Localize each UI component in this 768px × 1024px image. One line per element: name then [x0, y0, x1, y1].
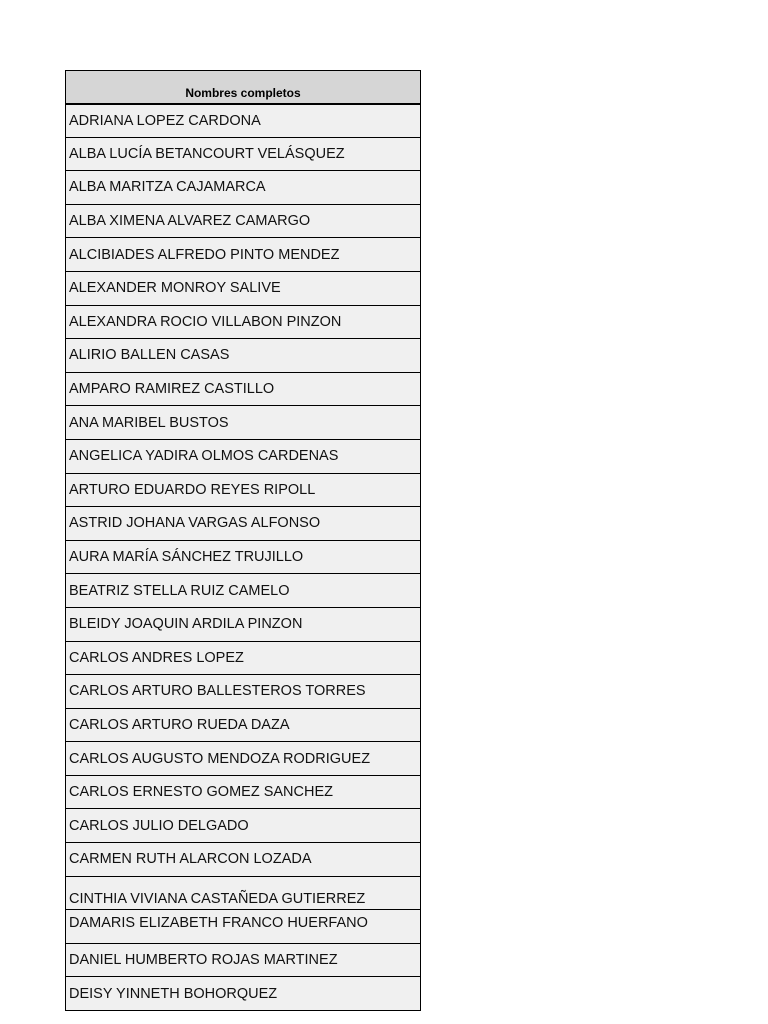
table-row [66, 775, 421, 809]
name-cell[interactable]: BEATRIZ STELLA RUIZ CAMELO [66, 574, 421, 608]
name-cell[interactable]: ALIRIO BALLEN CASAS [66, 339, 421, 373]
table-row [66, 271, 421, 305]
table-row [66, 943, 421, 977]
name-cell[interactable]: CARLOS ARTURO BALLESTEROS TORRES [66, 675, 421, 709]
column-header-nombres-completos[interactable]: Nombres completos [66, 71, 421, 104]
name-cell[interactable]: ADRIANA LOPEZ CARDONA [66, 104, 421, 138]
name-cell[interactable]: CARLOS ERNESTO GOMEZ SANCHEZ [66, 775, 421, 809]
table-row [66, 876, 421, 910]
table-row [66, 708, 421, 742]
name-cell[interactable]: DEISY YINNETH BOHORQUEZ [66, 977, 421, 1011]
table-row [66, 372, 421, 406]
table-row [66, 305, 421, 339]
name-cell[interactable]: CARMEN RUTH ALARCON LOZADA [66, 843, 421, 877]
name-cell[interactable]: AURA MARÍA SÁNCHEZ TRUJILLO [66, 540, 421, 574]
name-cell[interactable]: ALCIBIADES ALFREDO PINTO MENDEZ [66, 238, 421, 272]
name-cell[interactable]: AMPARO RAMIREZ CASTILLO [66, 372, 421, 406]
table-row [66, 977, 421, 1011]
table-row [66, 809, 421, 843]
name-cell[interactable]: ANA MARIBEL BUSTOS [66, 406, 421, 440]
name-cell[interactable]: DAMARIS ELIZABETH FRANCO HUERFANO [66, 910, 421, 944]
name-cell[interactable]: ALBA LUCÍA BETANCOURT VELÁSQUEZ [66, 137, 421, 171]
name-cell[interactable]: ALEXANDER MONROY SALIVE [66, 271, 421, 305]
table-row [66, 137, 421, 171]
name-cell[interactable]: ANGELICA YADIRA OLMOS CARDENAS [66, 439, 421, 473]
name-cell[interactable]: BLEIDY JOAQUIN ARDILA PINZON [66, 607, 421, 641]
table-row [66, 843, 421, 877]
table-row [66, 238, 421, 272]
table-row [66, 641, 421, 675]
table-row [66, 473, 421, 507]
table-row [66, 339, 421, 373]
table-row [66, 607, 421, 641]
table-row [66, 104, 421, 138]
table-row [66, 507, 421, 541]
table-row [66, 574, 421, 608]
name-cell[interactable]: CARLOS JULIO DELGADO [66, 809, 421, 843]
name-cell[interactable]: ARTURO EDUARDO REYES RIPOLL [66, 473, 421, 507]
header-row [66, 71, 421, 104]
name-cell[interactable]: ALBA XIMENA ALVAREZ CAMARGO [66, 204, 421, 238]
name-cell[interactable]: CARLOS ARTURO RUEDA DAZA [66, 708, 421, 742]
name-cell[interactable]: ASTRID JOHANA VARGAS ALFONSO [66, 507, 421, 541]
table-row [66, 742, 421, 776]
name-cell[interactable]: CARLOS AUGUSTO MENDOZA RODRIGUEZ [66, 742, 421, 776]
table-row [66, 675, 421, 709]
name-cell[interactable]: ALEXANDRA ROCIO VILLABON PINZON [66, 305, 421, 339]
name-cell[interactable]: CINTHIA VIVIANA CASTAÑEDA GUTIERREZ [66, 876, 421, 910]
table-row [66, 439, 421, 473]
table-row [66, 540, 421, 574]
table-row [66, 171, 421, 205]
name-cell[interactable]: ALBA MARITZA CAJAMARCA [66, 171, 421, 205]
name-cell[interactable]: CARLOS ANDRES LOPEZ [66, 641, 421, 675]
names-table [65, 70, 421, 1011]
table-row [66, 910, 421, 944]
table-row [66, 406, 421, 440]
table-row [66, 204, 421, 238]
name-cell[interactable]: DANIEL HUMBERTO ROJAS MARTINEZ [66, 943, 421, 977]
